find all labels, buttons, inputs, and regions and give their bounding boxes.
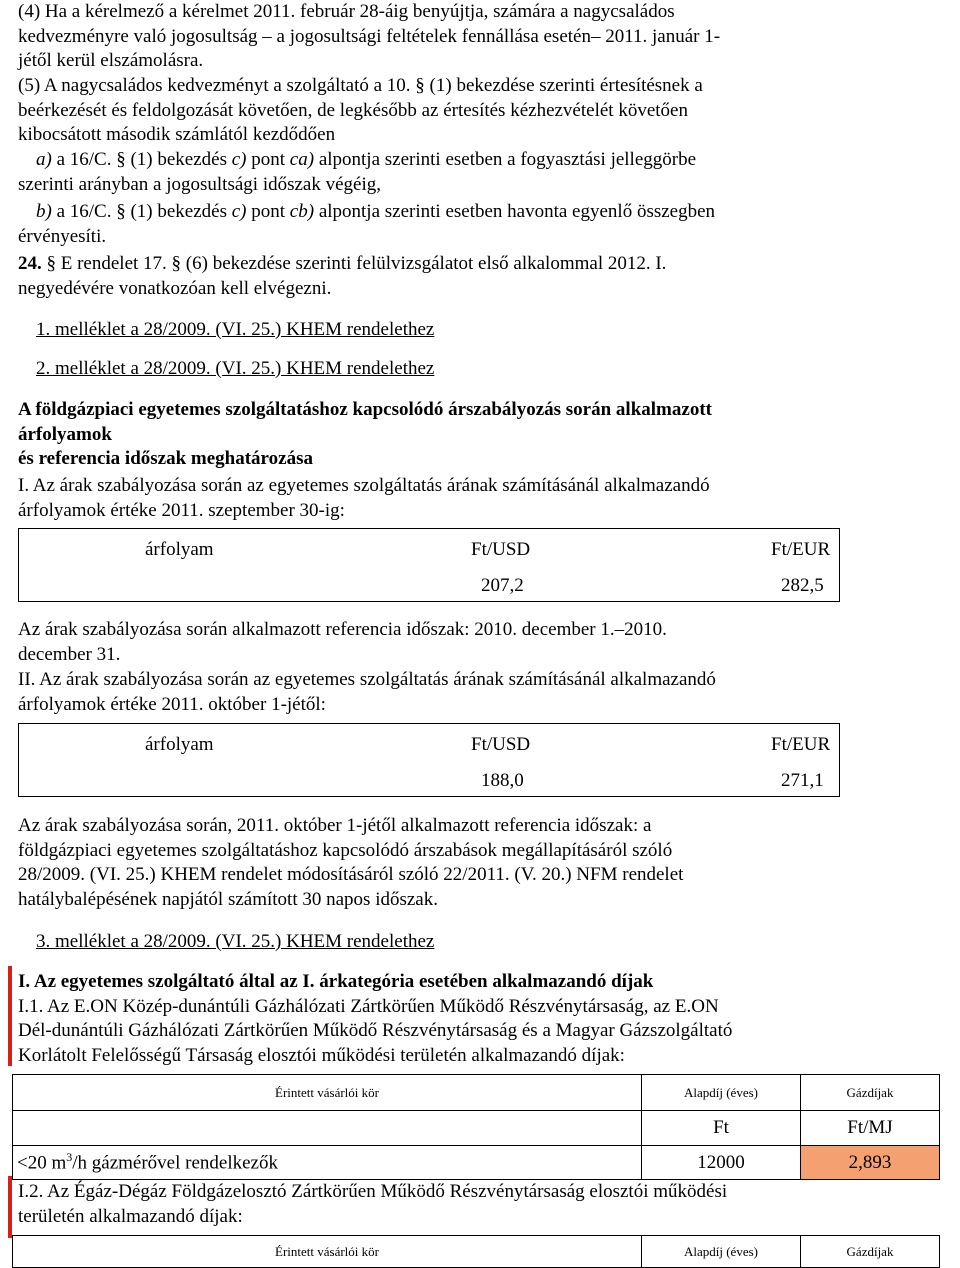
reference-period-1-line1: Az árak szabályozása során alkalmazott referencia időszak: 2010. december 1.–2010.: [18, 619, 667, 640]
item-a-line2: szerinti arányban a jogosultsági időszak végéig,: [18, 173, 382, 195]
fee-table-2-header-row: [13, 1236, 940, 1268]
paragraph-4-line3: jétől kerül elszámolásra.: [18, 50, 204, 71]
fee-table-1-gazdij: 2,893: [801, 1146, 940, 1180]
fee-table-2: [12, 1235, 940, 1268]
fee-table-1-unit-ftmj: Ft/MJ: [801, 1111, 940, 1146]
heading-line1: A földgázpiaci egyetemes szolgáltatáshoz kapcsolódó árszabályozás során alkalmazott: [18, 399, 712, 420]
fee-table-1-unit-empty: [13, 1111, 642, 1146]
fee-table-2-col-basefee: Alapdíj (éves): [642, 1236, 801, 1268]
paragraph-24-line2: negyedévére vonatkozóan kell elvégezni.: [18, 277, 332, 299]
reference-period-2-line2: földgázpiaci egyetemes szolgáltatáshoz kapcsolódó árszabások megállapításáról szóló: [18, 839, 673, 861]
item-a-ca: ca): [289, 149, 315, 170]
annex-3-link[interactable]: 3. melléklet a 28/2009. (VI. 25.) KHEM rendelethez: [36, 931, 435, 952]
paragraph-5-line2: beérkezését és feldolgozását követően, de legkésőbb az értesítés kézhezvételét követően: [18, 99, 688, 121]
fee-table-1-col-gasfee: Gázdíjak: [801, 1075, 940, 1111]
reference-period-1-line2: december 31.: [18, 643, 121, 665]
item-a-line1: [18, 148, 852, 173]
change-marker-bar-2: [8, 1176, 12, 1238]
fee-table-1-header-row: [13, 1075, 940, 1111]
item-b: [18, 200, 852, 249]
annex-3-section: [18, 970, 854, 1068]
rate-table-2-header-eur: Ft/EUR: [771, 734, 831, 755]
paragraph-4: [18, 0, 852, 74]
exchange-rate-table-1: [18, 528, 840, 602]
reference-period-2-line4: hatálybalépésének napjától számított 30 napos időszak.: [18, 888, 438, 910]
annex-1-link[interactable]: 1. melléklet a 28/2009. (VI. 25.) KHEM rendelethez: [36, 319, 435, 340]
fee-table-2-col-customer: Érintett vásárlói kör: [13, 1236, 642, 1268]
heading-line2: árfolyamok: [18, 423, 112, 445]
item-b-line1: [18, 200, 852, 225]
rate-table-2-header-usd: Ft/USD: [471, 734, 531, 755]
row-label-pre: <20 m: [17, 1152, 67, 1174]
annex-3-i2: [18, 1180, 854, 1229]
annex-3-i1-line3: Korlátolt Felelősségű Társaság elosztói működési területén alkalmazandó díjak:: [18, 1044, 625, 1066]
paragraph-5: [18, 74, 852, 148]
item-b-text-post: alpontja szerinti esetben havonta egyenlő összegben: [314, 201, 716, 222]
exchange-rate-heading: [18, 398, 838, 472]
paragraph-24-text: § E rendelet 17. § (6) bekezdése szerinti felülvizsgálatot első alkalommal 2012. I.: [41, 253, 667, 274]
fee-table-1-row-label: [13, 1146, 642, 1180]
rate-table-1-header-arfolyam: árfolyam: [145, 539, 214, 560]
item-b-text: a 16/C. § (1) bekezdés: [51, 201, 232, 222]
item-a-c: c): [231, 149, 247, 170]
fee-table-1: [12, 1074, 940, 1180]
section-ii-line2: árfolyamok értéke 2011. október 1-jétől:: [18, 693, 326, 715]
rate-table-1-header-eur: Ft/EUR: [771, 539, 831, 560]
item-b-cb: cb): [289, 201, 315, 222]
row-label-sup: 3: [66, 1150, 73, 1165]
paragraph-4-line2: kedvezményre való jogosultság – a jogosultsági feltételek fennállása esetén– 2011. január 1-: [18, 25, 721, 47]
item-b-line2: érvényesíti.: [18, 225, 107, 247]
item-b-label: b): [36, 201, 52, 222]
row-label-post: /h gázmérővel rendelkezők: [72, 1152, 278, 1174]
reference-period-2-line3: 28/2009. (VI. 25.) KHEM rendelet módosításáról szóló 22/2011. (V. 20.) NFM rendelet: [18, 864, 684, 885]
section-ii-line1: II. Az árak szabályozása során az egyetemes szolgáltatás árának számításánál alkalmazandó: [18, 669, 716, 690]
annex-3-i1-line2: Dél-dunántúli Gázhálózati Zártkörűen Működő Részvénytársaság és a Magyar Gázszolgáltató: [18, 1020, 733, 1041]
annex-3-i1-line1: I.1. Az E.ON Közép-dunántúli Gázhálózati Zártkörűen Működő Részvénytársaság, az E.ON: [18, 995, 719, 1017]
section-i-line1: I. Az árak szabályozása során az egyetemes szolgáltatás árának számításánál alkalmazandó: [18, 475, 710, 496]
reference-period-2-line1: Az árak szabályozása során, 2011. október 1-jétől alkalmazott referencia időszak: a: [18, 815, 652, 836]
rate-table-2-usd-value: 188,0: [481, 770, 524, 791]
annex-3-i2-line2: területén alkalmazandó díjak:: [18, 1205, 243, 1227]
item-b-pont: pont: [246, 201, 290, 222]
item-a-text-post: alpontja szerinti esetben a fogyasztási jelleggörbe: [314, 149, 697, 170]
fee-table-1-unit-row: [13, 1111, 940, 1146]
item-b-c: c): [231, 201, 247, 222]
rate-table-2-eur-value: 271,1: [781, 770, 824, 791]
paragraph-5-line3: kibocsátott második számlától kezdődően: [18, 124, 336, 145]
item-a-text: a 16/C. § (1) bekezdés: [51, 149, 232, 170]
heading-line3: és referencia időszak meghatározása: [18, 448, 313, 469]
annex-3-i2-line1: I.2. Az Égáz-Dégáz Földgázelosztó Zártkörűen Működő Részvénytársaság elosztói működési: [18, 1181, 728, 1202]
section-ii: [18, 668, 852, 717]
rate-table-2-header-arfolyam: árfolyam: [145, 734, 214, 755]
rate-table-1-header-usd: Ft/USD: [471, 539, 531, 560]
paragraph-24-number: 24.: [18, 253, 42, 274]
annex-3-heading: I. Az egyetemes szolgáltató által az I. árkategória esetében alkalmazandó díjak: [18, 971, 654, 992]
fee-table-2-col-gasfee: Gázdíjak: [801, 1236, 940, 1268]
item-a-label: a): [36, 149, 52, 170]
fee-table-1-col-customer: Érintett vásárlói kör: [13, 1075, 642, 1111]
section-i: [18, 474, 852, 523]
fee-table-1-row: [13, 1146, 940, 1180]
reference-period-1: [18, 618, 852, 667]
rate-table-1-usd-value: 207,2: [481, 575, 524, 596]
section-i-line2: árfolyamok értéke 2011. szeptember 30-ig:: [18, 499, 345, 521]
exchange-rate-table-2: [18, 723, 840, 797]
paragraph-24-line1: [18, 252, 852, 277]
change-marker-bar-1: [8, 966, 12, 1066]
fee-table-1-col-basefee: Alapdíj (éves): [642, 1075, 801, 1111]
fee-table-1-unit-ft: Ft: [642, 1111, 801, 1146]
paragraph-4-line1: (4) Ha a kérelmező a kérelmet 2011. február 28-áig benyújtja, számára a nagycsaládos: [18, 1, 675, 22]
fee-table-1-alapdij: 12000: [642, 1146, 801, 1180]
item-a-pont: pont: [246, 149, 290, 170]
paragraph-5-line1: (5) A nagycsaládos kedvezményt a szolgáltató a 10. § (1) bekezdése szerinti értesítésnek a: [18, 75, 703, 96]
rate-table-1-eur-value: 282,5: [781, 575, 824, 596]
annex-2-link[interactable]: 2. melléklet a 28/2009. (VI. 25.) KHEM rendelethez: [36, 358, 435, 379]
item-a: [18, 148, 852, 197]
reference-period-2: [18, 814, 852, 912]
paragraph-24: [18, 252, 852, 301]
